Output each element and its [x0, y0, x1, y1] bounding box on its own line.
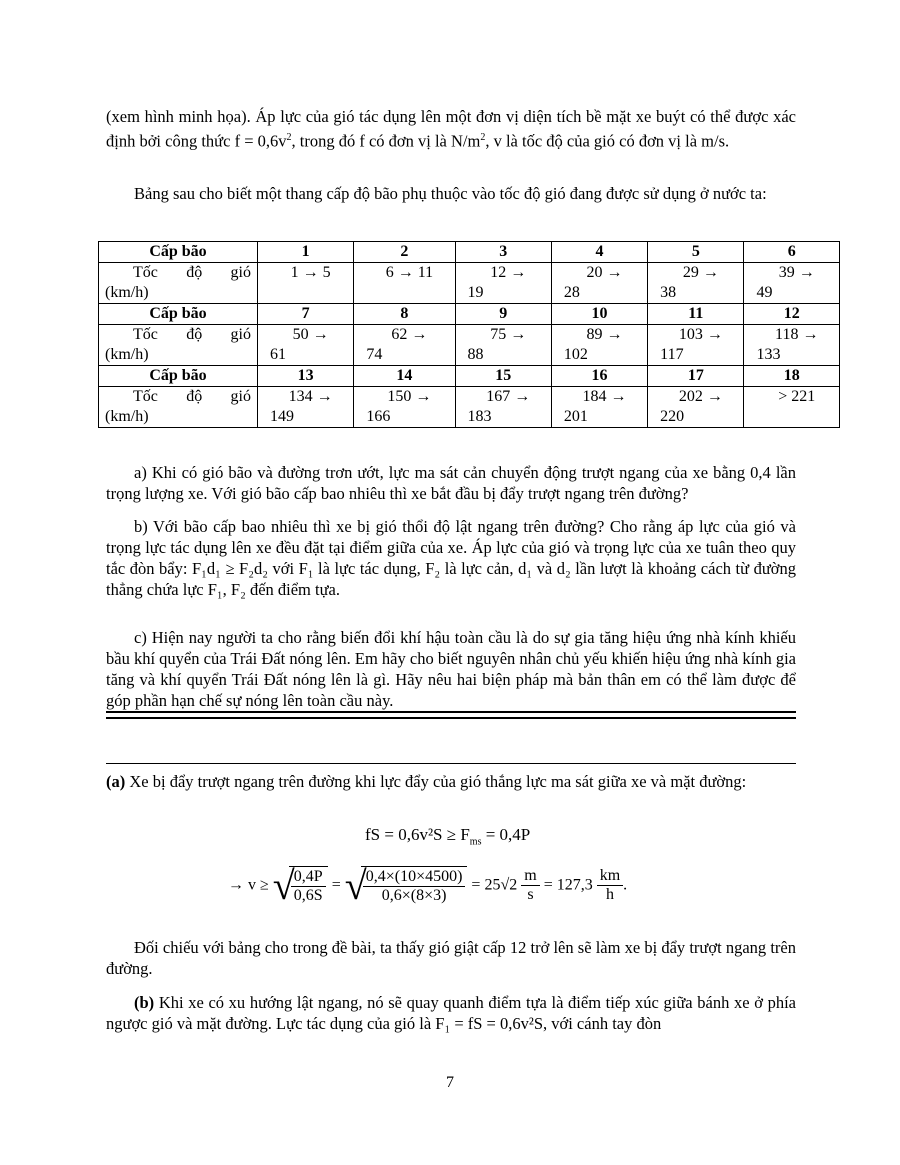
level-cell: 1 — [258, 242, 354, 263]
speed-unit: (km/h) — [105, 346, 149, 363]
range-start: 50 → — [292, 326, 329, 343]
speed-range-cell — [648, 325, 744, 366]
range-end — [750, 407, 833, 427]
speed-label-word: độ — [186, 326, 203, 343]
range-start: 202 → — [678, 388, 723, 405]
answer-divider — [106, 763, 796, 764]
speed-range-cell — [744, 387, 840, 428]
equation-2: → v ≥ √ $\frac{0,4P}{0,6S}$ = √ $\frac{0,4\times(10\times 4500)}{0,6\times(8\times 3)}$ = 25√2 $\frac{m}{s}$ = 127,3 $\frac{km}{h}$ . — [228, 863, 628, 908]
speed-range-cell — [455, 325, 551, 366]
range-end: 220 — [660, 408, 685, 425]
range-start: 1 → 5 — [290, 264, 331, 281]
level-cell: 4 — [551, 242, 647, 263]
range-start: 184 → — [582, 388, 627, 405]
range-end: 61 — [270, 346, 286, 363]
question-a: a) Khi có gió bão và đường trơn ướt, lực ma sát cản chuyển động trượt ngang của xe bằng 0,4 lần trọng lượng xe. Với gió bão cấp bao nhiêu thì xe bắt đầu bị đẩy trượt ngang trên đường? — [106, 463, 796, 503]
range-end: 19 — [467, 284, 484, 301]
range-start: 118 → — [775, 326, 819, 343]
answer-a-conclusion: Đối chiếu với bảng cho trong đề bài, ta thấy gió giật cấp 12 trở lên sẽ làm xe bị đẩy trượt ngang trên đường. — [106, 938, 796, 978]
speed-label-word: Tốc — [133, 264, 158, 281]
level-cell: 17 — [648, 366, 744, 387]
speed-label-word: gió — [230, 326, 251, 343]
level-row — [99, 304, 840, 325]
answer-a-text: Xe bị đẩy trượt ngang trên đường khi lực đẩy của gió thắng lực ma sát giữa xe và mặt đường: — [129, 772, 747, 791]
speed-range-cell — [648, 263, 744, 304]
speed-range-cell — [455, 387, 551, 428]
level-cell: 13 — [258, 366, 354, 387]
speed-range-cell — [455, 263, 551, 304]
level-cell: 6 — [744, 242, 840, 263]
speed-range-cell — [551, 325, 647, 366]
section-divider-top — [106, 711, 796, 713]
eq2-den2: 0,6×(8×3) — [381, 887, 447, 904]
range-start: 167 → — [486, 388, 531, 405]
sqrt-1: √ $\frac{0,4P}{0,6S}$ — [273, 866, 328, 905]
eq1-sub: ms — [469, 836, 482, 848]
speed-row — [99, 325, 840, 366]
range-start: 75 → — [490, 326, 527, 343]
speed-label-word: độ — [186, 388, 203, 405]
page-number: 7 — [446, 1074, 454, 1091]
level-cell: 16 — [551, 366, 647, 387]
eq2-num2: 0,4×(10×4500) — [363, 868, 466, 887]
eq2-result: = 127,3 — [543, 876, 593, 894]
level-cell: 7 — [258, 304, 354, 325]
lever-rule-formula: F₁d₁ ≥ F₂d₂ — [191, 559, 268, 578]
level-cell: 11 — [648, 304, 744, 325]
range-start: 39 → — [778, 264, 815, 281]
level-label-cell — [99, 242, 258, 263]
eq2-arrow: → v ≥ — [228, 876, 269, 894]
speed-range-cell — [744, 263, 840, 304]
equation-1 — [365, 825, 530, 847]
answer-a — [106, 771, 796, 792]
speed-label-cell — [99, 387, 258, 428]
level-cell: 10 — [551, 304, 647, 325]
range-start: 20 → — [586, 264, 623, 281]
unit-s: s — [527, 886, 534, 903]
answer-a-label: (a) — [106, 772, 126, 791]
level-cell: 2 — [354, 242, 455, 263]
range-start: 6 → 11 — [385, 264, 434, 281]
range-end: 183 — [467, 408, 492, 425]
range-end — [360, 283, 448, 303]
range-end: 88 — [467, 346, 484, 363]
question-c: c) Hiện nay người ta cho rằng biến đổi khí hậu toàn cầu là do sự gia tăng hiệu ứng nhà kính khiếu bầu khí quyển của Trái Đất nóng lên. Em hãy cho biết nguyên nhân chủ yếu khiến hiệu ứng nhà kính gia tăng và khí quyển Trái Đất nóng lên là gì. Hãy nêu hai biện pháp mà bản thân em có thể làm được để góp phần hạn chế sự nóng lên toàn cầu này. — [106, 628, 796, 710]
range-end: 117 — [660, 346, 684, 363]
level-cell: 8 — [354, 304, 455, 325]
level-cell: 12 — [744, 304, 840, 325]
speed-range-cell — [354, 325, 455, 366]
eq2-den1: 0,6S — [293, 887, 323, 904]
level-cell: 14 — [354, 366, 455, 387]
level-label-cell — [99, 304, 258, 325]
range-start: 12 → — [490, 264, 527, 281]
section-divider-bottom — [106, 717, 796, 719]
level-row — [99, 366, 840, 387]
intro-line-2b: , trong đó f có đơn vị là N/m — [291, 131, 481, 151]
level-cell: 3 — [455, 242, 551, 263]
range-start: 89 → — [586, 326, 623, 343]
answer-b-text: Khi xe có xu hướng lật ngang, nó sẽ quay quanh điểm tựa là điểm tiếp xúc giữa bánh xe ở phía ngược gió và mặt đường. Lực tác dụng của gió là — [106, 993, 797, 1033]
unit-km: km — [597, 867, 623, 886]
eq2-mid: = 25√2 — [471, 876, 518, 894]
level-cell: 18 — [744, 366, 840, 387]
range-start: 134 → — [288, 388, 333, 405]
range-start: 150 → — [387, 388, 432, 405]
intro-line-2a: được xác định bởi công thức f = 0,6v — [106, 107, 797, 151]
intro-paragraph: (xem hình minh họa). Áp lực của gió tác dụng lên một đơn vị diện tích bề mặt xe buýt có thể được xác định bởi công thức $f = 0,6v^2$, trong đó f có đơn vị là $N/m^2$, v là tốc độ của gió có đơn vị là m/s. — [106, 107, 797, 151]
range-end: 166 — [366, 408, 391, 425]
level-cell: 5 — [648, 242, 744, 263]
level-label: Cấp bão — [149, 243, 207, 260]
speed-unit: (km/h) — [105, 408, 149, 425]
eq2-num1: 0,4P — [291, 868, 326, 887]
speed-range-cell — [551, 263, 647, 304]
speed-label-word: Tốc — [133, 388, 158, 405]
range-start: > 221 — [778, 388, 816, 405]
table-intro: Bảng sau cho biết một thang cấp độ bão phụ thuộc vào tốc độ gió đang được sử dụng ở nước ta: — [134, 184, 767, 203]
unit-h: h — [605, 886, 614, 903]
level-cell: 9 — [455, 304, 551, 325]
storm-scale-table — [98, 241, 840, 428]
speed-label-word: Tốc — [133, 326, 158, 343]
speed-range-cell — [648, 387, 744, 428]
speed-range-cell — [354, 387, 455, 428]
range-end: 102 — [563, 346, 588, 363]
speed-row — [99, 263, 840, 304]
speed-range-cell — [551, 387, 647, 428]
unit-m: m — [521, 867, 539, 886]
answer-b-tail: với cánh tay đòn — [551, 1014, 662, 1033]
range-end: 133 — [756, 346, 781, 363]
sqrt-2: √ $\frac{0,4\times(10\times 4500)}{0,6\times(8\times 3)}$ — [345, 866, 468, 905]
range-start: 29 → — [682, 264, 719, 281]
level-label: Cấp bão — [149, 305, 207, 322]
speed-unit: (km/h) — [105, 284, 149, 301]
intro-line-2c: , v là tốc độ của gió có đơn vị — [485, 131, 682, 151]
range-end: 38 — [660, 284, 677, 301]
question-b — [106, 516, 796, 600]
level-row — [99, 242, 840, 263]
range-start: 103 → — [678, 326, 723, 343]
unit-kmh — [597, 867, 623, 904]
range-end: 28 — [563, 284, 580, 301]
range-end: 74 — [366, 346, 383, 363]
speed-label-word: gió — [230, 388, 251, 405]
level-label: Cấp bão — [149, 367, 207, 384]
unit-ms — [521, 867, 539, 904]
speed-range-cell — [354, 263, 455, 304]
speed-range-cell — [258, 325, 354, 366]
speed-range-cell — [744, 325, 840, 366]
level-cell: 15 — [455, 366, 551, 387]
answer-b-label: (b) — [134, 993, 155, 1012]
speed-label-cell — [99, 263, 258, 304]
range-start: 62 → — [391, 326, 428, 343]
speed-range-cell — [258, 387, 354, 428]
eq1-main: fS = 0,6v²S ≥ F — [365, 825, 470, 844]
speed-label-word: độ — [186, 264, 203, 281]
eq1-tail: = 0,4P — [481, 825, 531, 844]
answer-b-formula: F₁ = fS = 0,6v²S, — [435, 1014, 548, 1033]
intro-line-1: (xem hình minh họa). Áp lực của gió tác dụng lên một đơn vị diện tích bề mặt xe buýt có thể — [106, 107, 731, 126]
answer-b — [106, 992, 796, 1034]
speed-row — [99, 387, 840, 428]
question-b-text-2: với F₁ là lực tác dụng, F₂ là lực cản, d₁ và d₂ lần lượt là khoảng cách từ đường thẳng chứa lực F₁, F₂ đến điểm tựa. — [106, 559, 797, 599]
speed-label-word: gió — [230, 264, 251, 281]
range-end: 49 — [756, 284, 773, 301]
speed-label-cell — [99, 325, 258, 366]
intro-line-3: là m/s. — [685, 131, 730, 151]
speed-range-cell — [258, 263, 354, 304]
range-end: 149 — [270, 408, 294, 425]
range-end — [264, 283, 347, 303]
question-b-text: b) Với bão cấp bao nhiêu thì xe bị gió thổi độ lật ngang trên đường? Cho rằng áp lực của gió và trọng lực tác dụng lên xe đều đặt tại điểm giữa của xe. Áp lực của gió và trọng lực của xe tuân theo quy tắc đòn bẩy: — [106, 517, 796, 578]
range-end: 201 — [563, 408, 588, 425]
level-label-cell — [99, 366, 258, 387]
